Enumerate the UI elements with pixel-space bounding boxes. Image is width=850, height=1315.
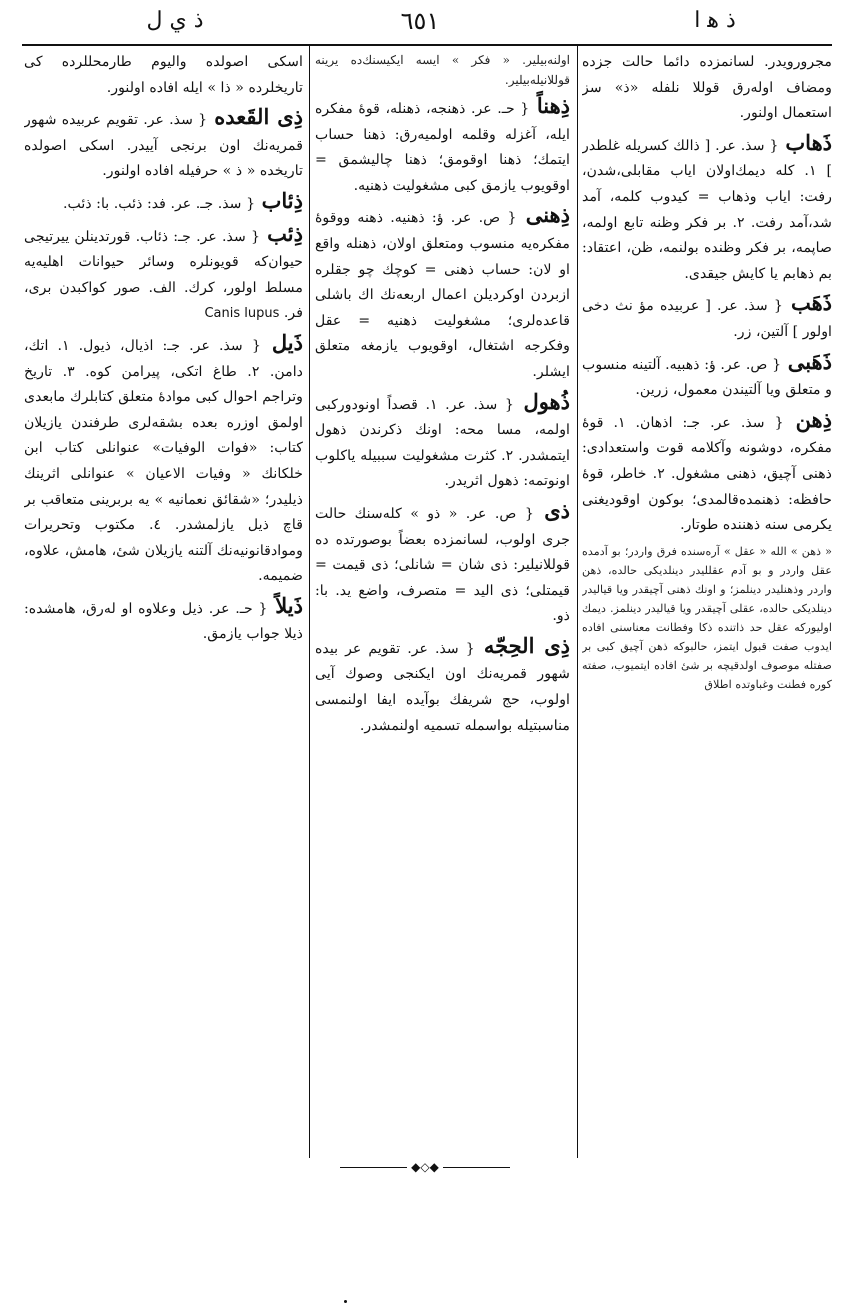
entry-zeyl bbox=[24, 330, 303, 590]
entry-headword: ذِهنی bbox=[525, 202, 570, 228]
entry-zihnen bbox=[315, 93, 570, 199]
entry-text: { سذ. عر. جـ: ذئاب. قورتدینلن ییرتیجی حیوان‌که قویونلره وسائر حیوانات اهلیه‌یه مسلط اولور، کرك. الف. صور کواکبدن بری، فر. bbox=[24, 228, 303, 322]
entry-continuation bbox=[24, 50, 303, 101]
page-number: ٦٥١ bbox=[400, 7, 440, 35]
header-left-guide-letters: ذ ي ل bbox=[146, 8, 204, 33]
entry-headword: ذی bbox=[544, 497, 570, 523]
entry-zilkade bbox=[24, 104, 303, 185]
entry-zi bbox=[315, 498, 570, 630]
entry-zeheb bbox=[582, 290, 832, 345]
entry-text: { حـ. عر. ذهنجه، ذهنله، قوهٔ مفکره ایله، آغزله وقلمه اولمیه‌رق: ذهنا حساب ایتمك؛ ذهنا اوقومق؛ ذهنا چالیشمق = اوقویوب یازمق کبی مشغولیت ذهنیه. bbox=[315, 101, 570, 194]
column-middle bbox=[315, 50, 570, 1155]
entry-text: { سذ. عر. تقویم عربیده شهور قمریه‌نك اون برنجی آییدر. اسکی اصولده تاریخده « ذ » حرفیله افاده اولنور. bbox=[24, 112, 303, 180]
entry-headword: ذَهاب bbox=[785, 129, 832, 155]
header-right-guide-letters: ذ ﻫ ا bbox=[694, 8, 736, 33]
latin-name: Canis lupus bbox=[204, 306, 280, 322]
column-divider-right bbox=[577, 46, 578, 1158]
entry-zehebi bbox=[582, 349, 832, 404]
column-right bbox=[582, 50, 832, 1155]
entry-text: { سذ. عر. [ عربیده مؤ نث دخی اولور ] آلتین، زر. bbox=[582, 298, 832, 340]
entry-headword: ذِهن bbox=[795, 406, 832, 432]
entry-text: { سذ. عر. [ ذالك كسريله غلطدر ] ١. كله دیمك‌اولان ایاب مقابلی،شدن، رفت: ایاب وذهاب = کیدوب کلمه، آمد شد،آمد رفت. ٢. بر فکر وظنه تابع اولمه، صاپمه، بر فکر وظنده بولنمه، ظن، اعتقاد: بم ذهابم یا کایش جیقدی. bbox=[582, 137, 832, 282]
entry-zi-b bbox=[24, 221, 303, 327]
entry-headword: ذَهَبی bbox=[787, 348, 832, 374]
entry-text: { سذ. عر. تقویم عر بیده شهور قمریه‌نك اون ایکنجی وصوك آیی اولوب، حج شریفك بوآیده ایفا اولنمسی مناسبتیله بواسمله تسمیه اولنمشدر. bbox=[315, 640, 570, 734]
entry-headword: ذِی القَعده bbox=[214, 104, 303, 130]
entry-text: { ص. عر. ؤ: ذهبیه. آلتینه منسوب و متعلق ویا آلتیندن معمول، زرین. bbox=[582, 356, 832, 399]
page-dot bbox=[344, 1300, 347, 1303]
entry-text: مجرورويدر. لسانمزده دائما حالت جزده ومضاف اولەرق قوللا نلفله «ذ» سز استعمال اولنور. bbox=[582, 54, 832, 122]
entry-headword: ذِهناً bbox=[536, 93, 570, 118]
entry-zihni bbox=[315, 202, 570, 385]
entry-headword: ذِی الحِجّه bbox=[483, 632, 570, 658]
column-left bbox=[24, 50, 303, 1155]
usage-note: « ذهن » الله « عقل » آره‌سنده فرق واردر؛ بو آدمده عقل واردر و بو آدم عقللیدر دینلدیکی حالده، ذهن واردر وذهنلیدر دینلمز؛ و اونك ذهنی آچیقدر ویا قیالیدر دینلدیکی حالده، عقلی آچیقدر ویا قیالیدر دینلمز. دیمك اولیورکه عقل حد ذاتنده ذکا وفطانت معناسنی افاده ایدوب صفت قبول ایتمز، حالبوکه ذهن آچیق کبی بر صفتله موصوف اولدقیچه بر شیٔ افاده ایتمیوب، صفته کوره فطنت وغباوتده اطلاق bbox=[582, 544, 832, 691]
entry-text: { ص. عر. « ذو » کله‌سنك حالت جری اولوب، لسانمزده بعضاً بوصورتده ده قوللانیلیر: ذی شان = شانلی؛ ذی قیمت = قیمتلی؛ ذی الید = متصرف، واضع ید. با: ذو. bbox=[315, 505, 570, 625]
entry-text: { سذ. جـ. عر. فد: ذئب. با: ذئب. bbox=[62, 195, 256, 212]
entry-headword: ذِئاب bbox=[261, 187, 303, 213]
entry-headword: ذَیل bbox=[271, 329, 303, 355]
entry-zilhicce bbox=[315, 633, 570, 739]
entry-text: { سذ. عر. جـ: اذیال، ذیول. ١. اتك، دامن. ٢. طاغ اتکی، پیرامن کوه. ٣. تاریخ وتراجم احوال کبی موادهٔ متعلق کتابلرك مابعدی اولمق اوزره بعده بشقه‌لری طرفندن یازیلان کتاب: «فوات الوفیات» عنوانلی کتاب ابن خلکانك « وفیات الاعیان » عنوانلی اثرینك ذیلیدر؛ «شقائق نعمانیه » یه بربرینی متعاقب بر قاچ ذیل یازلمشدر. ٤. مکتوب وتحریرات وموادقانونیه‌نك آلتنه یازیلان شیٔ، هامش، علاوه، ضمیمه. bbox=[24, 337, 303, 585]
entry-headword: ذُهول bbox=[523, 388, 570, 414]
entry-headword: ذَهَب bbox=[790, 290, 832, 316]
entry-text: { سذ. عر. جـ: اذهان. ١. قوهٔ مفکره، دوشونه وآکلامه قوت واستعدادی: ذهنی آچیق، ذهنی مشغول. ٢. خاطر، قوهٔ حافظه: ذهنمده‌قالمدی؛ بوکون اوقودیغنی یکرمی سنه ذهننده طوتار. bbox=[582, 414, 832, 534]
ornament-line-right bbox=[443, 1167, 510, 1168]
entry-zeylen bbox=[24, 593, 303, 648]
entry-text: { ص. عر. ؤ: ذهنیه. ذهنه ووقوهٔ مفکره‌یه منسوب ومتعلق اولان، ذهنله واقع او لان: حساب ذهنی = کوچك چو جقلره ازبردن اوکردیلن اعمال اربعه‌نك اك باشلی قاعده‌لری؛ مشغولیت ذهنیه = عقل وفکرجه اشتغال، اوقویوب یازمغه متعلق ایشلر. bbox=[315, 210, 570, 380]
header-rule bbox=[22, 44, 832, 46]
entry-zehab bbox=[582, 130, 832, 288]
end-ornament bbox=[340, 1160, 510, 1174]
entry-zihn bbox=[582, 407, 832, 539]
entry-zi-ab bbox=[24, 188, 303, 218]
entry-continuation bbox=[582, 50, 832, 127]
entry-headword: ذِئب bbox=[267, 220, 303, 246]
usage-note-continuation: اولنه‌بیلیر. « فکر » ایسه ایکیسنك‌ده یرینه قوللانیله‌بیلیر. bbox=[315, 53, 570, 87]
ornament-line-left bbox=[340, 1167, 407, 1168]
entry-text: اسکی اصولده والیوم طارمحللرده کی تاریخلرده « ذا » ایله افاده اولنور. bbox=[24, 54, 303, 96]
ornament-diamond-icon: ◆◇◆ bbox=[411, 1160, 439, 1174]
entry-headword: ذَیلاً bbox=[275, 592, 303, 618]
entry-text: { سذ. عر. ١. قصداً اونودوركبی اولمه، مسا محه: اونك ذکرندن ذهول ایتمشدر. ٢. کثرت مشغولیت سببیله یاکلوب اونوتمه: ذهول اثریدر. bbox=[315, 396, 570, 490]
column-divider-left bbox=[309, 46, 310, 1158]
entry-zuhul bbox=[315, 389, 570, 495]
entry-text: { حـ. عر. ذیل وعلاوه او لەرق، هامشده: ذیلا جواب یازمق. bbox=[24, 600, 303, 643]
